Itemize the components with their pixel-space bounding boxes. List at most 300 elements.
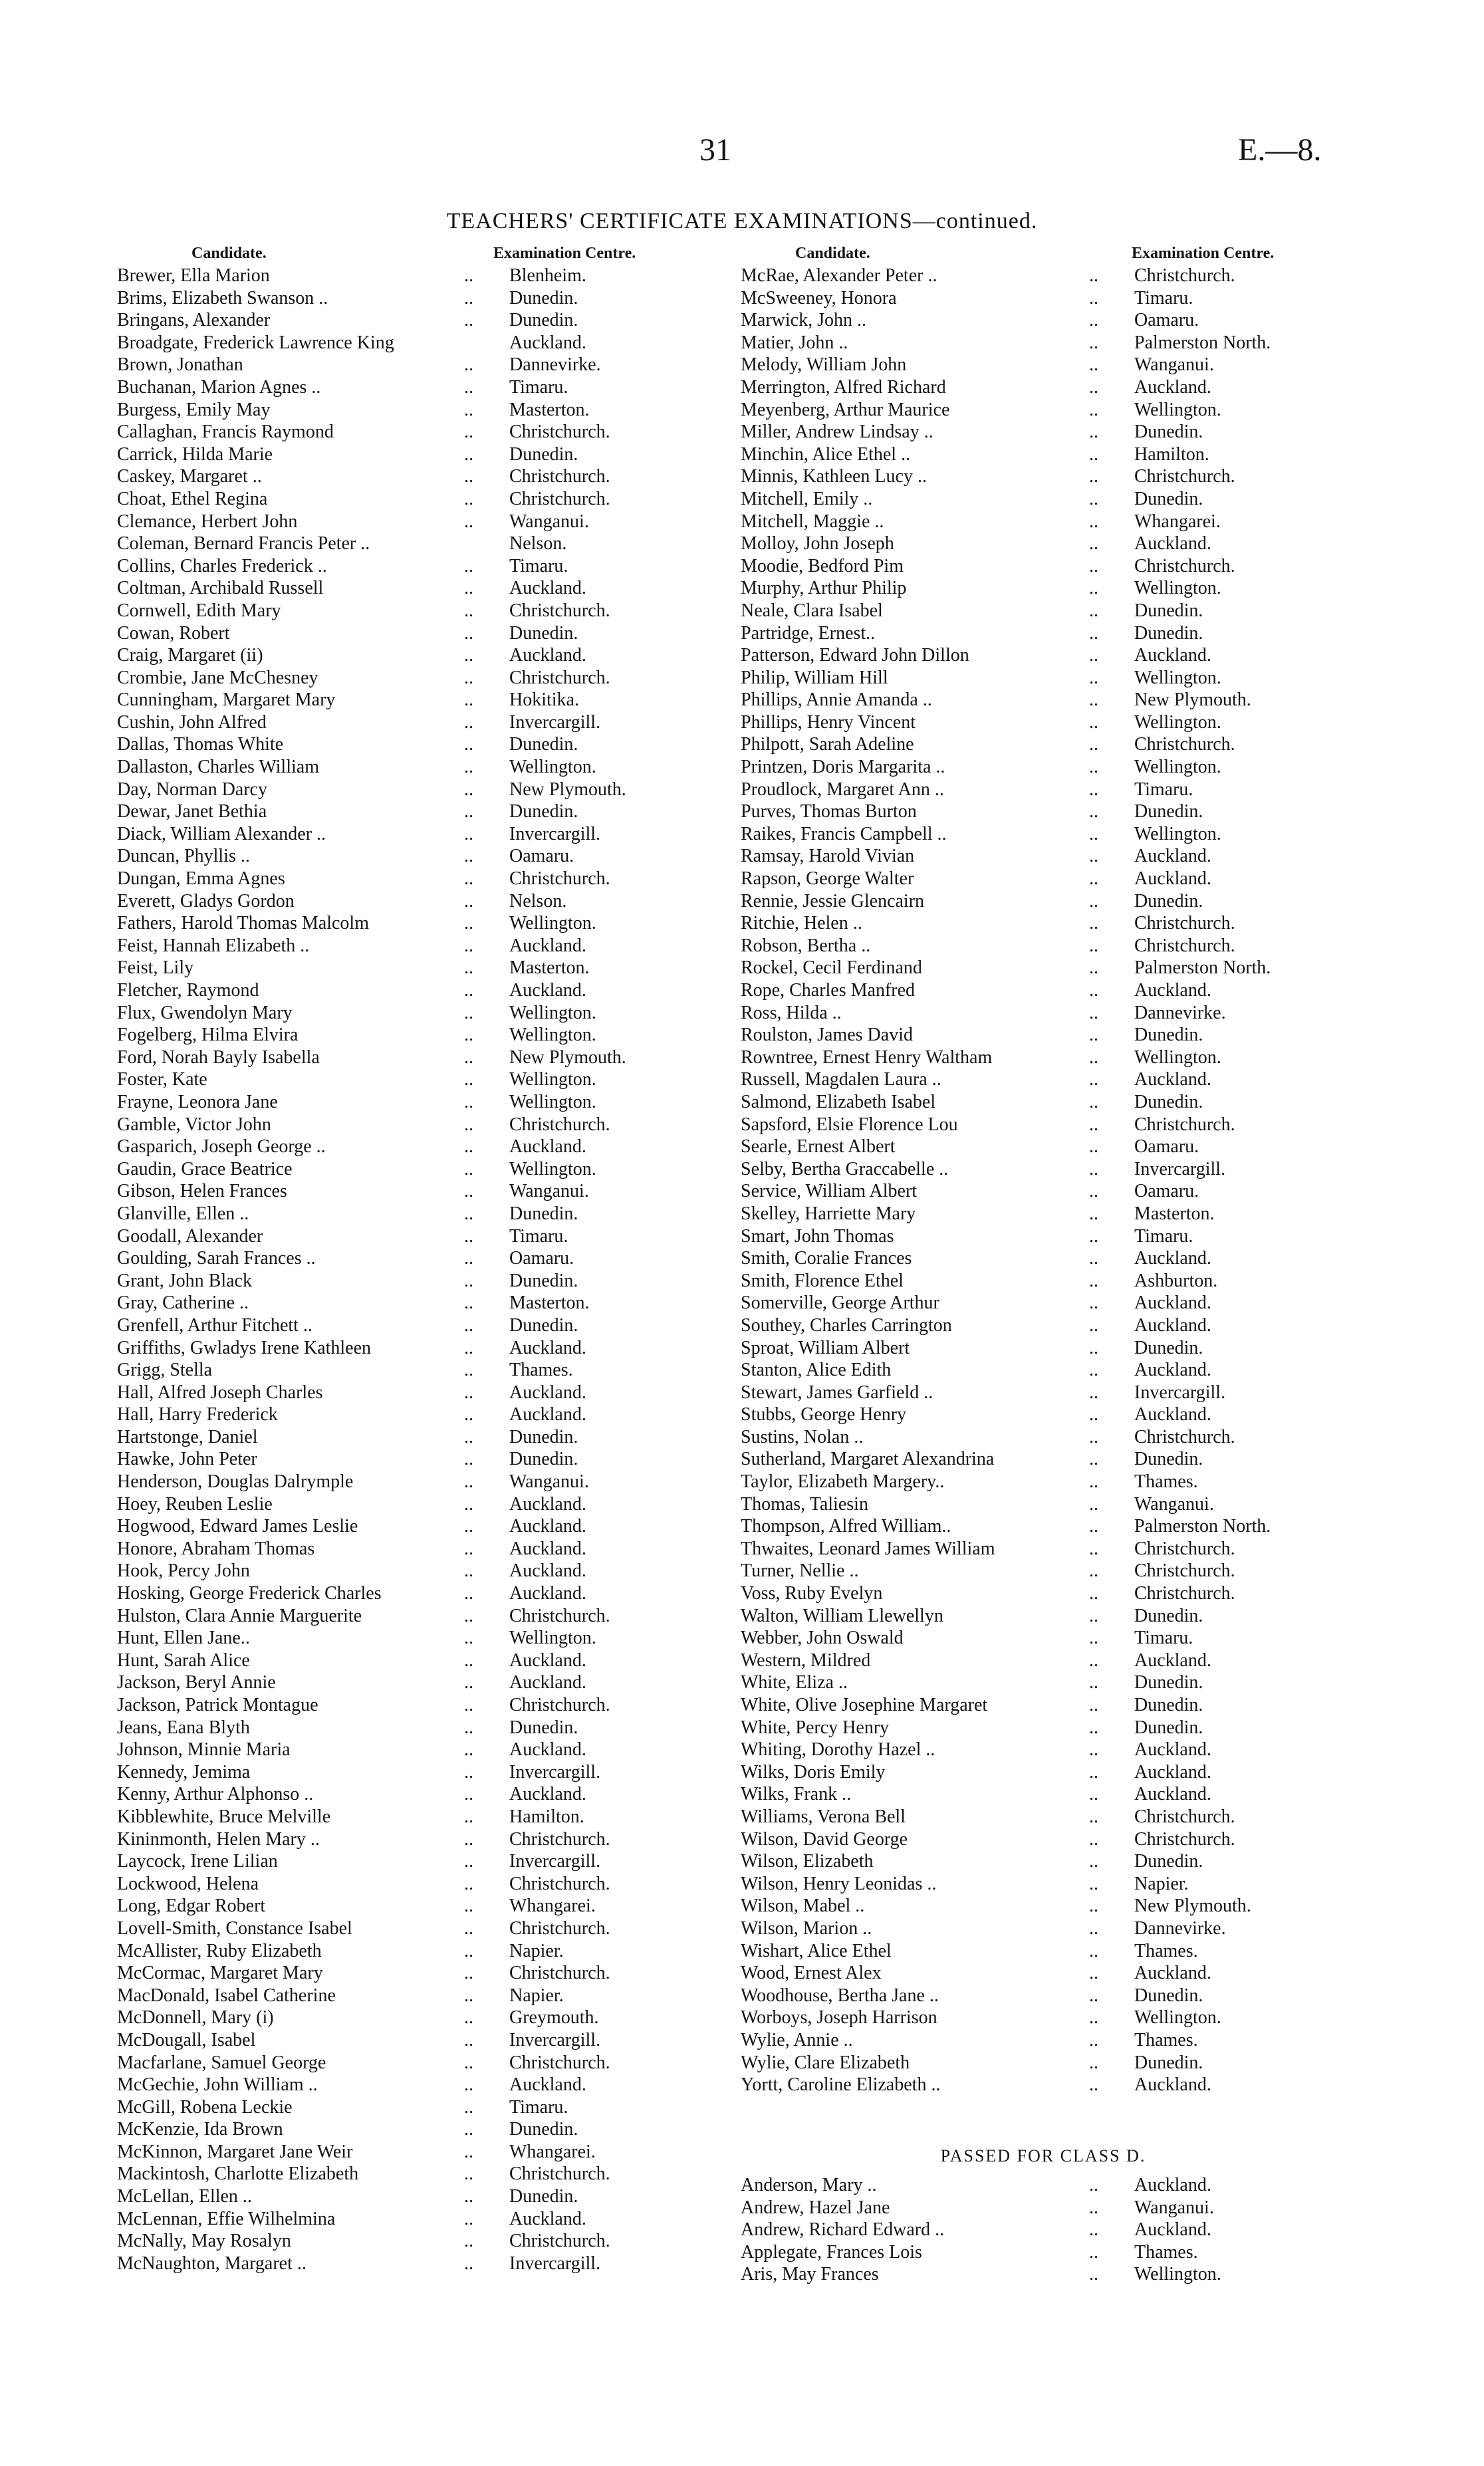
candidate-name: Service, William Albert: [741, 1181, 918, 1202]
candidate-name: Mitchell, Emily ..: [741, 488, 873, 509]
examination-centre: Napier.: [1134, 1873, 1189, 1894]
leader-dots: ..: [1089, 1471, 1098, 1493]
list-item: [741, 823, 1346, 846]
examination-centre: Auckland.: [509, 1560, 586, 1582]
examination-centre: Auckland.: [509, 1583, 586, 1604]
candidate-name: Brewer, Ella Marion: [117, 265, 270, 286]
candidate-name: Sustins, Nolan ..: [741, 1426, 864, 1447]
leader-dots: ..: [464, 846, 473, 867]
leader-dots: ..: [1089, 1739, 1098, 1761]
list-item: [117, 1806, 702, 1828]
examination-centre: Wellington.: [509, 1069, 596, 1090]
leader-dots: ..: [1089, 890, 1098, 912]
examination-centre: Wellington.: [509, 1628, 596, 1649]
candidate-name: Stubbs, George Henry: [741, 1404, 907, 1425]
list-item: [117, 1940, 702, 1963]
candidate-name: Hunt, Ellen Jane..: [117, 1628, 250, 1649]
list-item: [117, 1337, 702, 1360]
list-item: [117, 2141, 702, 2163]
candidate-name: Gaudin, Grace Beatrice: [117, 1158, 293, 1179]
list-item: [117, 511, 702, 533]
list-item: [117, 488, 702, 511]
candidate-name: Burgess, Emily May: [117, 399, 271, 420]
candidate-name: Cunningham, Margaret Mary: [117, 689, 336, 711]
candidate-name: Sapsford, Elsie Florence Lou: [741, 1114, 958, 1135]
candidate-name: Coleman, Bernard Francis Peter ..: [117, 533, 370, 555]
leader-dots: ..: [464, 2074, 473, 2096]
examination-centre: Christchurch.: [1134, 1583, 1235, 1604]
list-item: [741, 1114, 1346, 1136]
candidate-name: Moodie, Bedford Pim: [741, 555, 904, 576]
leader-dots: ..: [1089, 600, 1098, 621]
examination-centre: Christchurch.: [1134, 1828, 1235, 1850]
candidate-name: Dallas, Thomas White: [117, 734, 284, 755]
leader-dots: ..: [1089, 1270, 1098, 1291]
list-item: [741, 1717, 1346, 1739]
leader-dots: ..: [1089, 1605, 1098, 1626]
leader-dots: ..: [1089, 422, 1098, 443]
list-item: [117, 935, 702, 957]
examination-centre: Christchurch.: [509, 2231, 610, 2252]
examination-centre: Dunedin.: [1134, 801, 1203, 822]
list-item: [117, 1404, 702, 1426]
leader-dots: ..: [464, 265, 473, 286]
examination-centre: Auckland.: [509, 1650, 586, 1671]
examination-centre: Auckland.: [509, 2208, 586, 2229]
leader-dots: ..: [464, 980, 473, 1001]
list-item: [741, 1247, 1346, 1270]
examination-centre: Dunedin.: [509, 1270, 578, 1291]
candidate-name: Grant, John Black: [117, 1270, 252, 1291]
candidate-name: Patterson, Edward John Dillon: [741, 645, 969, 666]
list-item: [741, 957, 1346, 979]
leader-dots: ..: [1089, 2052, 1098, 2073]
examination-centre: Auckland.: [509, 1382, 586, 1403]
examination-centre: Wellington.: [509, 913, 596, 934]
leader-dots: ..: [464, 1404, 473, 1425]
candidate-name: Grigg, Stella: [117, 1360, 213, 1381]
examination-centre: Masterton.: [509, 399, 590, 420]
candidate-name: Dewar, Janet Bethia: [117, 801, 267, 822]
list-item: [741, 577, 1346, 600]
leader-dots: ..: [1089, 1337, 1098, 1358]
list-item: [117, 1158, 702, 1181]
leader-dots: ..: [1089, 2029, 1098, 2050]
candidate-name: Williams, Verona Bell: [741, 1806, 906, 1827]
list-item: [117, 309, 702, 332]
leader-dots: ..: [1089, 1717, 1098, 1738]
list-item: [741, 511, 1346, 533]
candidate-name: Russell, Magdalen Laura ..: [741, 1069, 941, 1090]
examination-centre: Invercargill.: [509, 1851, 601, 1872]
list-item: [117, 912, 702, 935]
leader-dots: ..: [464, 2141, 473, 2162]
leader-dots: ..: [464, 801, 473, 822]
examination-centre: Auckland.: [509, 645, 586, 666]
examination-centre: Invercargill.: [1134, 1382, 1226, 1403]
list-item: [741, 488, 1346, 511]
candidate-name: Henderson, Douglas Dalrymple: [117, 1471, 354, 1493]
list-item: [741, 1047, 1346, 1069]
list-item: [117, 2185, 702, 2208]
examination-centre: Auckland.: [1134, 1293, 1211, 1314]
leader-dots: ..: [464, 1181, 473, 1202]
examination-centre: Auckland.: [1134, 376, 1211, 398]
examination-centre: Hokitika.: [509, 689, 579, 711]
list-item: [741, 733, 1346, 756]
leader-dots: ..: [1089, 1136, 1098, 1158]
examination-centre: Palmerston North.: [1134, 1516, 1271, 1537]
examination-centre: Wellington.: [1134, 399, 1221, 420]
list-item: [741, 1694, 1346, 1717]
candidate-name: Long, Edgar Robert: [117, 1896, 266, 1917]
examination-centre: Wellington.: [509, 1158, 596, 1179]
examination-centre: Auckland.: [1134, 1248, 1211, 1269]
examination-centre: Dunedin.: [509, 1426, 578, 1447]
examination-centre: Auckland.: [1134, 980, 1211, 1001]
candidate-name: Anderson, Mary ..: [741, 2175, 877, 2195]
list-item: [741, 1337, 1346, 1360]
leader-dots: ..: [464, 1225, 473, 1247]
candidate-name: Minchin, Alice Ethel ..: [741, 443, 911, 465]
examination-centre: Whangarei.: [1134, 511, 1221, 532]
examination-centre: Auckland.: [1134, 1739, 1211, 1761]
candidate-name: Lockwood, Helena: [117, 1873, 259, 1894]
list-item: [117, 1717, 702, 1739]
candidate-name: Wylie, Clare Elizabeth: [741, 2052, 910, 2073]
leader-dots: ..: [464, 2007, 473, 2029]
candidate-name: Jeans, Eana Blyth: [117, 1717, 250, 1738]
leader-dots: ..: [1089, 511, 1098, 532]
candidate-name: Purves, Thomas Burton: [741, 801, 917, 822]
list-item: [741, 309, 1346, 332]
examination-centre: Nelson.: [509, 533, 567, 555]
leader-dots: ..: [1089, 1538, 1098, 1559]
list-item: [117, 1515, 702, 1538]
list-item: [117, 1359, 702, 1382]
list-item: [117, 711, 702, 734]
leader-dots: ..: [1089, 1873, 1098, 1894]
candidate-name: Dallaston, Charles William: [117, 757, 319, 778]
list-item: [117, 1314, 702, 1337]
examination-centre: Christchurch.: [1134, 1538, 1235, 1559]
examination-centre: Christchurch.: [509, 1695, 610, 1715]
leader-dots: ..: [1089, 980, 1098, 1001]
list-item: [741, 1314, 1346, 1337]
list-item: [117, 622, 702, 645]
examination-centre: Oamaru.: [1134, 1136, 1199, 1158]
candidate-name: Day, Norman Darcy: [117, 779, 267, 800]
candidate-name: Somerville, George Arthur: [741, 1293, 939, 1314]
examination-centre: Wanganui.: [509, 1181, 589, 1202]
leader-dots: ..: [464, 689, 473, 711]
examination-centre: Wanganui.: [1134, 1493, 1214, 1515]
list-item: [117, 1627, 702, 1650]
leader-dots: ..: [464, 823, 473, 844]
examination-centre: Auckland.: [509, 935, 586, 956]
candidate-name: Mackintosh, Charlotte Elizabeth: [117, 2163, 359, 2185]
candidate-name: MacDonald, Isabel Catherine: [117, 1985, 336, 2006]
list-item: [741, 801, 1346, 823]
examination-centre: Dunedin.: [1134, 1695, 1203, 1715]
candidate-name: Hall, Alfred Joseph Charles: [117, 1382, 323, 1403]
candidate-name: Broadgate, Frederick Lawrence King: [117, 332, 394, 353]
candidate-name: Rope, Charles Manfred: [741, 980, 916, 1001]
list-item: [117, 1292, 702, 1314]
leader-dots: ..: [1089, 1761, 1098, 1783]
list-item: [117, 801, 702, 823]
list-item: [117, 1091, 702, 1114]
examination-centre: Auckland.: [1134, 645, 1211, 666]
candidate-name: Webber, John Oswald: [741, 1628, 904, 1649]
candidate-name: Buchanan, Marion Agnes ..: [117, 376, 321, 398]
leader-dots: ..: [464, 1963, 473, 1984]
examination-centre: Oamaru.: [1134, 1181, 1199, 1202]
examination-centre: Christchurch.: [1134, 1426, 1235, 1447]
leader-dots: ..: [464, 2029, 473, 2050]
examination-centre: Christchurch.: [509, 2163, 610, 2185]
list-item: [117, 689, 702, 711]
examination-centre: Wellington.: [1134, 711, 1221, 733]
examination-centre: Oamaru.: [509, 1248, 574, 1269]
leader-dots: ..: [1089, 354, 1098, 376]
examination-centre: Dunedin.: [1134, 488, 1203, 509]
examination-centre: Dunedin.: [509, 1314, 578, 1336]
candidate-name: Gibson, Helen Frances: [117, 1181, 287, 1202]
leader-dots: ..: [1089, 1628, 1098, 1649]
candidate-name: Collins, Charles Frederick ..: [117, 555, 327, 576]
examination-centre: Auckland.: [509, 980, 586, 1001]
candidate-name: Choat, Ethel Regina: [117, 488, 268, 509]
list-item: [741, 376, 1346, 399]
examination-centre: Thames.: [1134, 2241, 1198, 2263]
examination-centre: Christchurch.: [509, 466, 610, 487]
examination-centre: Wellington.: [1134, 823, 1221, 844]
examination-centre: Dunedin.: [1134, 1605, 1203, 1626]
examination-centre: Napier.: [509, 1940, 564, 1961]
examination-centre: Oamaru.: [1134, 310, 1199, 331]
list-item: [741, 1091, 1346, 1114]
list-item: [117, 1448, 702, 1471]
leader-dots: ..: [1089, 1493, 1098, 1515]
candidate-name: Partridge, Ernest..: [741, 622, 876, 644]
list-item: [741, 1538, 1346, 1560]
candidate-name: Woodhouse, Bertha Jane ..: [741, 1985, 939, 2006]
leader-dots: ..: [1089, 1560, 1098, 1582]
leader-dots: ..: [1089, 2074, 1098, 2096]
list-item: [117, 779, 702, 801]
list-item: [741, 2219, 1346, 2241]
examination-centre: Thames.: [1134, 1940, 1198, 1961]
leader-dots: ..: [464, 1516, 473, 1537]
list-item: [117, 2007, 702, 2029]
list-item: [741, 2263, 1346, 2286]
list-item: [741, 332, 1346, 354]
candidate-name: Brown, Jonathan: [117, 354, 243, 376]
leader-dots: ..: [464, 600, 473, 621]
left-candidate-list: [117, 265, 702, 2275]
list-item: [741, 1404, 1346, 1426]
candidate-name: Everett, Gladys Gordon: [117, 890, 295, 912]
leader-dots: ..: [464, 1471, 473, 1493]
candidate-name: McKenzie, Ida Brown: [117, 2119, 283, 2140]
examination-centre: Dannevirke.: [1134, 1002, 1226, 1023]
candidate-name: Miller, Andrew Lindsay ..: [741, 422, 933, 443]
candidate-name: Murphy, Arthur Philip: [741, 578, 907, 599]
list-item: [741, 689, 1346, 711]
list-item: [117, 1068, 702, 1091]
list-item: [741, 399, 1346, 422]
examination-centre: Blenheim.: [509, 265, 586, 286]
examination-centre: Dunedin.: [1134, 890, 1203, 912]
examination-centre: Masterton.: [509, 1293, 590, 1314]
list-item: [741, 1917, 1346, 1940]
candidate-name: Turner, Nellie ..: [741, 1560, 859, 1582]
leader-dots: ..: [1089, 1225, 1098, 1247]
candidate-name: Smart, John Thomas: [741, 1225, 894, 1247]
list-item: [741, 1828, 1346, 1851]
list-item: [117, 644, 702, 667]
leader-dots: ..: [464, 1426, 473, 1447]
examination-centre: Christchurch.: [1134, 265, 1235, 286]
examination-centre: Wellington.: [509, 757, 596, 778]
list-item: [741, 354, 1346, 376]
examination-centre: Auckland.: [1134, 2175, 1211, 2195]
examination-centre: Auckland.: [509, 1739, 586, 1761]
candidate-name: Hogwood, Edward James Leslie: [117, 1516, 358, 1537]
list-item: [117, 2052, 702, 2074]
candidate-name: Fletcher, Raymond: [117, 980, 259, 1001]
candidate-name: Brims, Elizabeth Swanson ..: [117, 287, 328, 308]
list-item: [117, 1002, 702, 1025]
leader-dots: ..: [1089, 1806, 1098, 1827]
leader-dots: ..: [1089, 823, 1098, 844]
leader-dots: ..: [1089, 1069, 1098, 1090]
list-item: [741, 421, 1346, 443]
list-item: [117, 1047, 702, 1069]
examination-centre: Christchurch.: [1134, 1114, 1235, 1135]
list-item: [741, 1650, 1346, 1672]
candidate-name: Clemance, Herbert John: [117, 511, 298, 532]
examination-centre: Auckland.: [509, 1337, 586, 1358]
candidate-name: Hoey, Reuben Leslie: [117, 1493, 273, 1515]
leader-dots: ..: [1089, 399, 1098, 420]
leader-dots: ..: [464, 1114, 473, 1135]
leader-dots: ..: [1089, 1963, 1098, 1984]
candidate-name: Sproat, William Albert: [741, 1337, 910, 1358]
leader-dots: ..: [464, 868, 473, 890]
leader-dots: ..: [464, 1337, 473, 1358]
candidate-name: Ross, Hilda ..: [741, 1002, 842, 1023]
list-item: [117, 332, 702, 354]
list-item: [117, 845, 702, 868]
candidate-name: Thompson, Alfred William..: [741, 1516, 951, 1537]
candidate-name: Whiting, Dorothy Hazel ..: [741, 1739, 935, 1761]
leader-dots: ..: [1089, 376, 1098, 398]
list-item: [117, 733, 702, 756]
candidate-name: Wilson, Elizabeth: [741, 1851, 874, 1872]
candidate-name: Hall, Harry Frederick: [117, 1404, 278, 1425]
list-item: [117, 354, 702, 376]
list-item: [117, 957, 702, 979]
list-item: [117, 555, 702, 578]
leader-dots: ..: [464, 1583, 473, 1604]
leader-dots: ..: [464, 2096, 473, 2118]
list-item: [741, 1940, 1346, 1963]
leader-dots: ..: [1089, 801, 1098, 822]
leader-dots: ..: [464, 1248, 473, 1269]
examination-centre: Dunedin.: [1134, 1025, 1203, 1046]
leader-dots: ..: [464, 555, 473, 576]
list-item: [741, 443, 1346, 466]
list-item: [741, 779, 1346, 801]
leader-dots: ..: [464, 422, 473, 443]
page-number: 31: [699, 132, 731, 168]
leader-dots: ..: [1089, 1426, 1098, 1447]
leader-dots: ..: [464, 1136, 473, 1158]
candidate-name: Proudlock, Margaret Ann ..: [741, 779, 944, 800]
list-item: [741, 1962, 1346, 1985]
leader-dots: ..: [464, 1761, 473, 1783]
leader-dots: ..: [464, 1650, 473, 1671]
leader-dots: ..: [1089, 2197, 1098, 2218]
examination-centre: Christchurch.: [509, 2052, 610, 2073]
leader-dots: ..: [1089, 667, 1098, 688]
list-item: [117, 287, 702, 310]
candidate-name: Jackson, Patrick Montague: [117, 1695, 318, 1715]
leader-dots: ..: [464, 466, 473, 487]
examination-centre: Auckland.: [509, 1516, 586, 1537]
list-item: [117, 1739, 702, 1761]
list-item: [741, 533, 1346, 555]
examination-centre: Wellington.: [1134, 578, 1221, 599]
candidate-name: Laycock, Irene Lilian: [117, 1851, 278, 1872]
list-item: [741, 2197, 1346, 2219]
leader-dots: ..: [464, 578, 473, 599]
list-item: [741, 1873, 1346, 1896]
right-candidate-header: Candidate.: [795, 245, 870, 262]
examination-centre: Christchurch.: [509, 422, 610, 443]
candidate-name: Wilks, Frank ..: [741, 1784, 852, 1805]
leader-dots: ..: [1089, 1181, 1098, 1202]
candidate-name: Carrick, Hilda Marie: [117, 443, 273, 465]
leader-dots: ..: [1089, 1828, 1098, 1850]
leader-dots: ..: [1089, 1248, 1098, 1269]
leader-dots: ..: [1089, 443, 1098, 465]
candidate-name: Andrew, Hazel Jane: [741, 2197, 890, 2218]
list-item: [117, 265, 702, 287]
examination-centre: Timaru.: [1134, 1225, 1193, 1247]
examination-centre: New Plymouth.: [509, 1047, 626, 1068]
leader-dots: ..: [1089, 466, 1098, 487]
candidate-name: Melody, William John: [741, 354, 907, 376]
examination-centre: Timaru.: [509, 1225, 568, 1247]
candidate-name: Kininmonth, Helen Mary ..: [117, 1828, 320, 1850]
list-item: [117, 1761, 702, 1784]
leader-dots: ..: [464, 1784, 473, 1805]
candidate-name: Rapson, George Walter: [741, 868, 914, 890]
leader-dots: ..: [1089, 1896, 1098, 1917]
candidate-name: Hosking, George Frederick Charles: [117, 1583, 382, 1604]
list-item: [117, 1247, 702, 1270]
examination-centre: Wanganui.: [509, 511, 589, 532]
list-item: [117, 1873, 702, 1896]
examination-centre: Christchurch.: [509, 1605, 610, 1626]
candidate-name: McKinnon, Margaret Jane Weir: [117, 2141, 353, 2162]
list-item: [741, 1359, 1346, 1382]
list-item: [117, 1493, 702, 1516]
examination-centre: Dunedin.: [1134, 2052, 1203, 2073]
